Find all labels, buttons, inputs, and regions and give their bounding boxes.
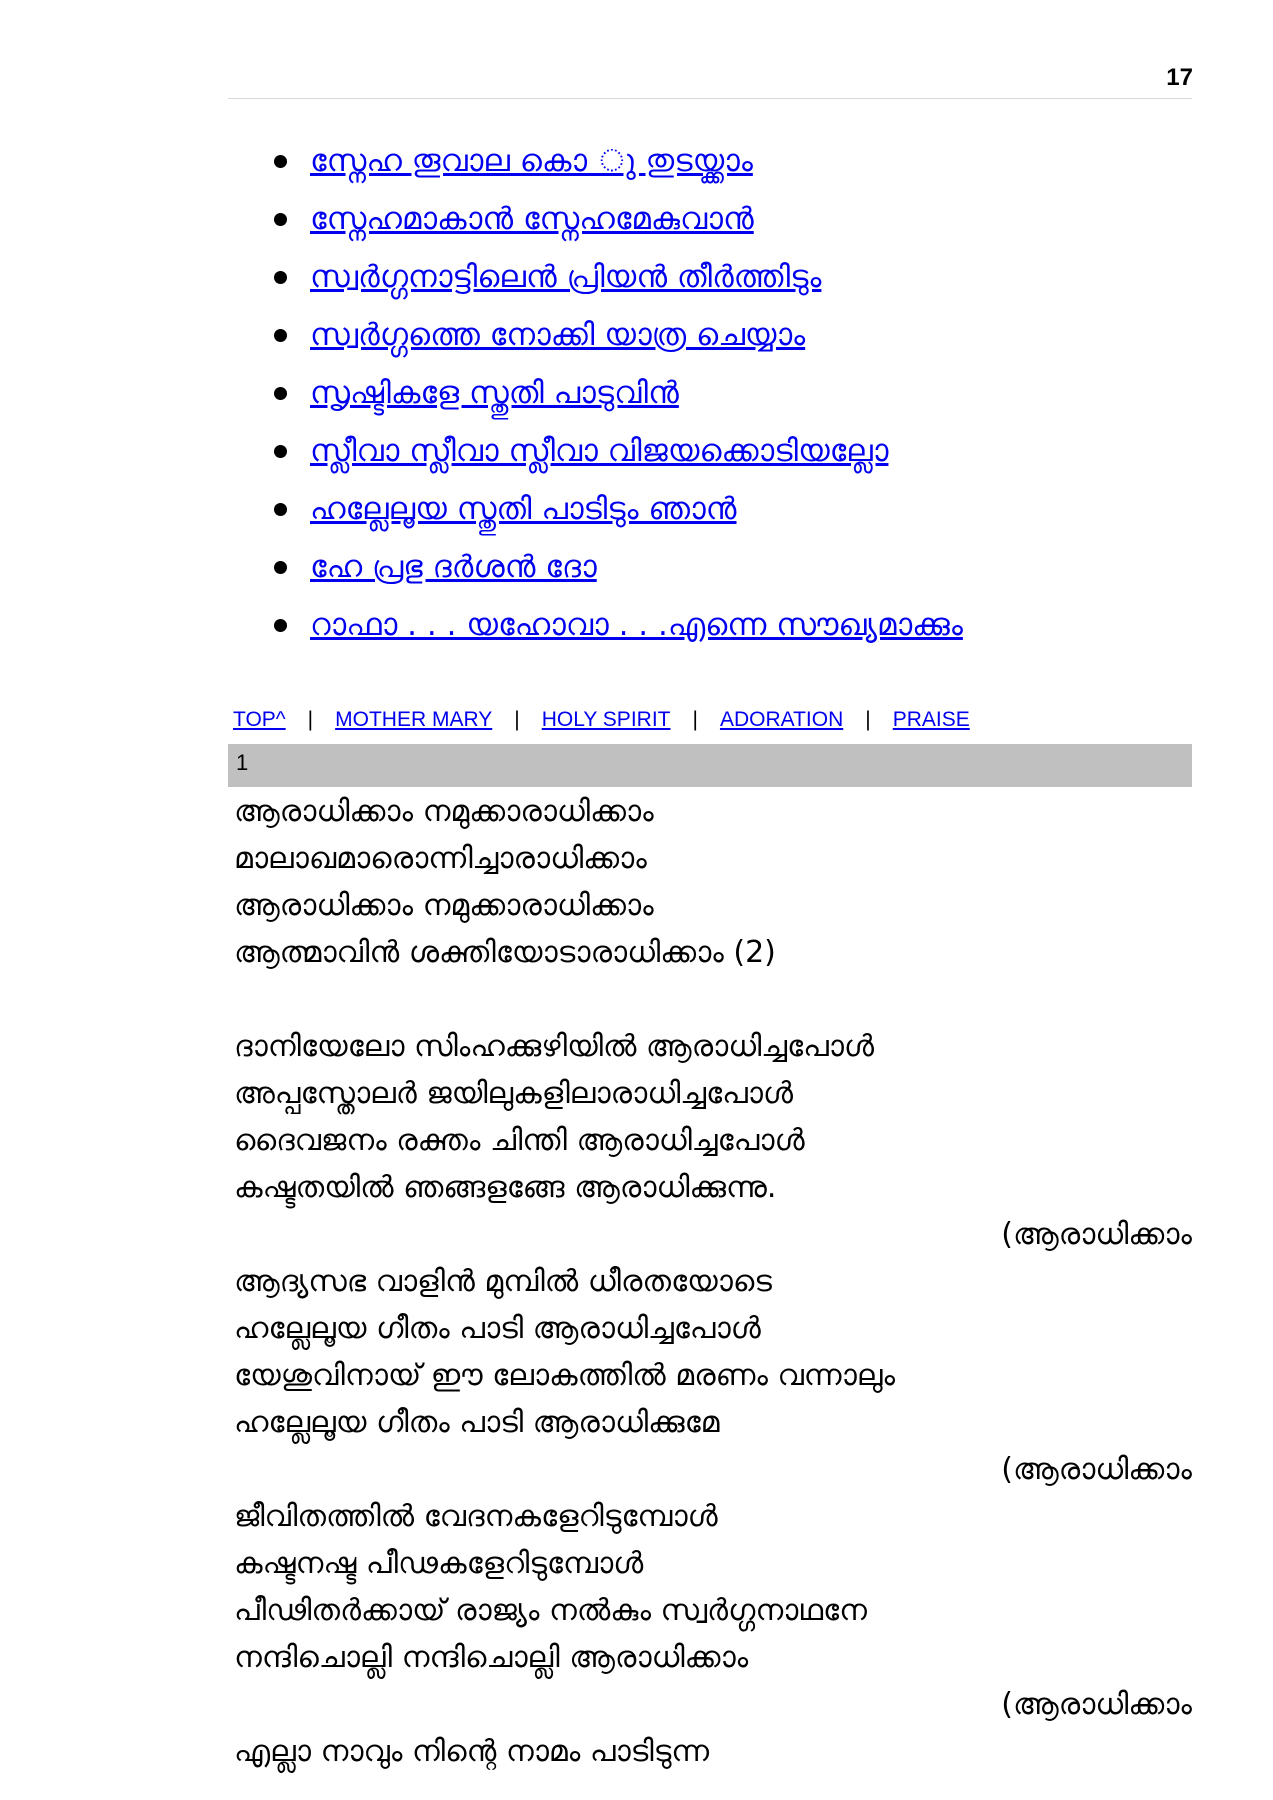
bullet-icon [274, 445, 287, 458]
nav-link-top[interactable]: TOP^ [233, 708, 286, 731]
list-item [270, 248, 963, 306]
lyric-line: ആരാധിക്കാം നമുക്കാരാധിക്കാം [234, 794, 654, 829]
bullet-icon [274, 387, 287, 400]
lyric-line: കഷ്ടനഷ്ട പീഢകളേറിടുമ്പോൾ [234, 1546, 644, 1581]
song-number: 1 [236, 750, 249, 775]
song-link[interactable]: സ്വർഗ്ഗത്തെ നോക്കി യാത്ര ചെയ്യാം [310, 317, 806, 353]
lyric-line: പീഢിതർക്കായ് രാജ്യം നൽകും സ്വർഗ്ഗനാഥനേ [234, 1593, 867, 1628]
page-number: 17 [1166, 64, 1193, 91]
nav-separator: | [307, 708, 314, 731]
bullet-icon [274, 329, 287, 342]
lyric-line: ഹല്ലേലൂയ ഗീതം പാടി ആരാധിക്കുമേ [234, 1405, 720, 1440]
song-link[interactable]: സ്നേഹ തൂവാല കൊ ു തുടയ്ക്കാം [310, 143, 753, 179]
lyric-line: എല്ലാ നാവും നിന്റെ നാമം പാടിടുന്ന [234, 1734, 710, 1769]
song-link[interactable]: റാഫാ . . . യഹോവാ . . .എന്നെ സൗഖ്യമാക്കും [310, 607, 963, 643]
lyric-line: യേശുവിനായ് ഈ ലോകത്തിൽ മരണം വന്നാലും [234, 1358, 896, 1393]
header-divider [228, 98, 1192, 99]
lyric-line: നന്ദിചൊല്ലി നന്ദിചൊല്ലി ആരാധിക്കാം [234, 1640, 749, 1675]
song-lyrics [234, 788, 1192, 1775]
lyric-line: കഷ്ടതയിൽ ഞങ്ങളങ്ങേ ആരാധിക്കുന്നു. [234, 1170, 777, 1205]
song-link[interactable]: ഹേ പ്രഭു ദർശൻ ദോ [310, 549, 597, 585]
nav-separator: | [865, 708, 871, 731]
bullet-icon [274, 271, 287, 284]
list-item [270, 480, 963, 538]
lyric-line: ആത്മാവിൻ ശക്തിയോടാരാധിക്കാം (2) [234, 935, 776, 970]
refrain-cue: (ആരാധിക്കാം [1001, 1452, 1192, 1487]
list-item [270, 132, 963, 190]
song-link[interactable]: സ്ലീവാ സ്ലീവാ സ്ലീവാ വിജയക്കൊടിയല്ലോ [310, 433, 889, 469]
lyric-line: ആദ്യസഭ വാളിൻ മുമ്പിൽ ധീരതയോടെ [234, 1264, 772, 1299]
bullet-icon [274, 155, 287, 168]
song-index-list [270, 132, 963, 654]
lyric-line: ദൈവജനം രക്തം ചിന്തി ആരാധിച്ചപോൾ [234, 1123, 805, 1158]
nav-separator: | [692, 708, 698, 731]
bullet-icon [274, 503, 287, 516]
refrain-cue: (ആരാധിക്കാം [1001, 1217, 1192, 1252]
nav-link-mother-mary[interactable]: MOTHER MARY [335, 708, 493, 731]
list-item [270, 364, 963, 422]
song-link[interactable]: സ്നേഹമാകാൻ സ്നേഹമേകുവാൻ [310, 201, 754, 237]
nav-link-holy-spirit[interactable]: HOLY SPIRIT [541, 708, 671, 731]
list-item [270, 190, 963, 248]
refrain-cue: (ആരാധിക്കാം [1001, 1687, 1192, 1722]
lyric-line: ജീവിതത്തിൽ വേദനകളേറിടുമ്പോൾ [234, 1499, 718, 1534]
list-item [270, 306, 963, 364]
lyric-line: ഹല്ലേലൂയ ഗീതം പാടി ആരാധിച്ചപോൾ [234, 1311, 761, 1346]
bullet-icon [274, 619, 287, 632]
lyric-line: ആരാധിക്കാം നമുക്കാരാധിക്കാം [234, 888, 654, 923]
nav-link-adoration[interactable]: ADORATION [719, 708, 844, 731]
section-nav [233, 708, 970, 732]
song-link[interactable]: ഹല്ലേലൂയ സ്തുതി പാടിടും ഞാൻ [310, 491, 737, 527]
lyric-line: മാലാഖമാരൊന്നിച്ചാരാധിക്കാം [234, 841, 647, 876]
stanza-gap [234, 976, 1192, 1023]
nav-link-praise[interactable]: PRAISE [892, 708, 970, 731]
nav-separator: | [514, 708, 520, 731]
song-link[interactable]: സൃഷ്ടികളേ സ്തുതി പാടുവിൻ [310, 375, 679, 411]
list-item [270, 422, 963, 480]
lyric-line: ദാനിയേലോ സിംഹക്കുഴിയിൽ ആരാധിച്ചപോൾ [234, 1029, 875, 1064]
song-link[interactable]: സ്വർഗ്ഗനാട്ടിലെൻ പ്രിയൻ തീർത്തിടും [310, 259, 822, 295]
song-number-bar [228, 744, 1192, 787]
bullet-icon [274, 213, 287, 226]
lyric-line: അപ്പസ്തോലർ ജയിലുകളിലാരാധിച്ചപോൾ [234, 1076, 794, 1111]
list-item [270, 538, 963, 596]
bullet-icon [274, 561, 287, 574]
list-item [270, 596, 963, 654]
